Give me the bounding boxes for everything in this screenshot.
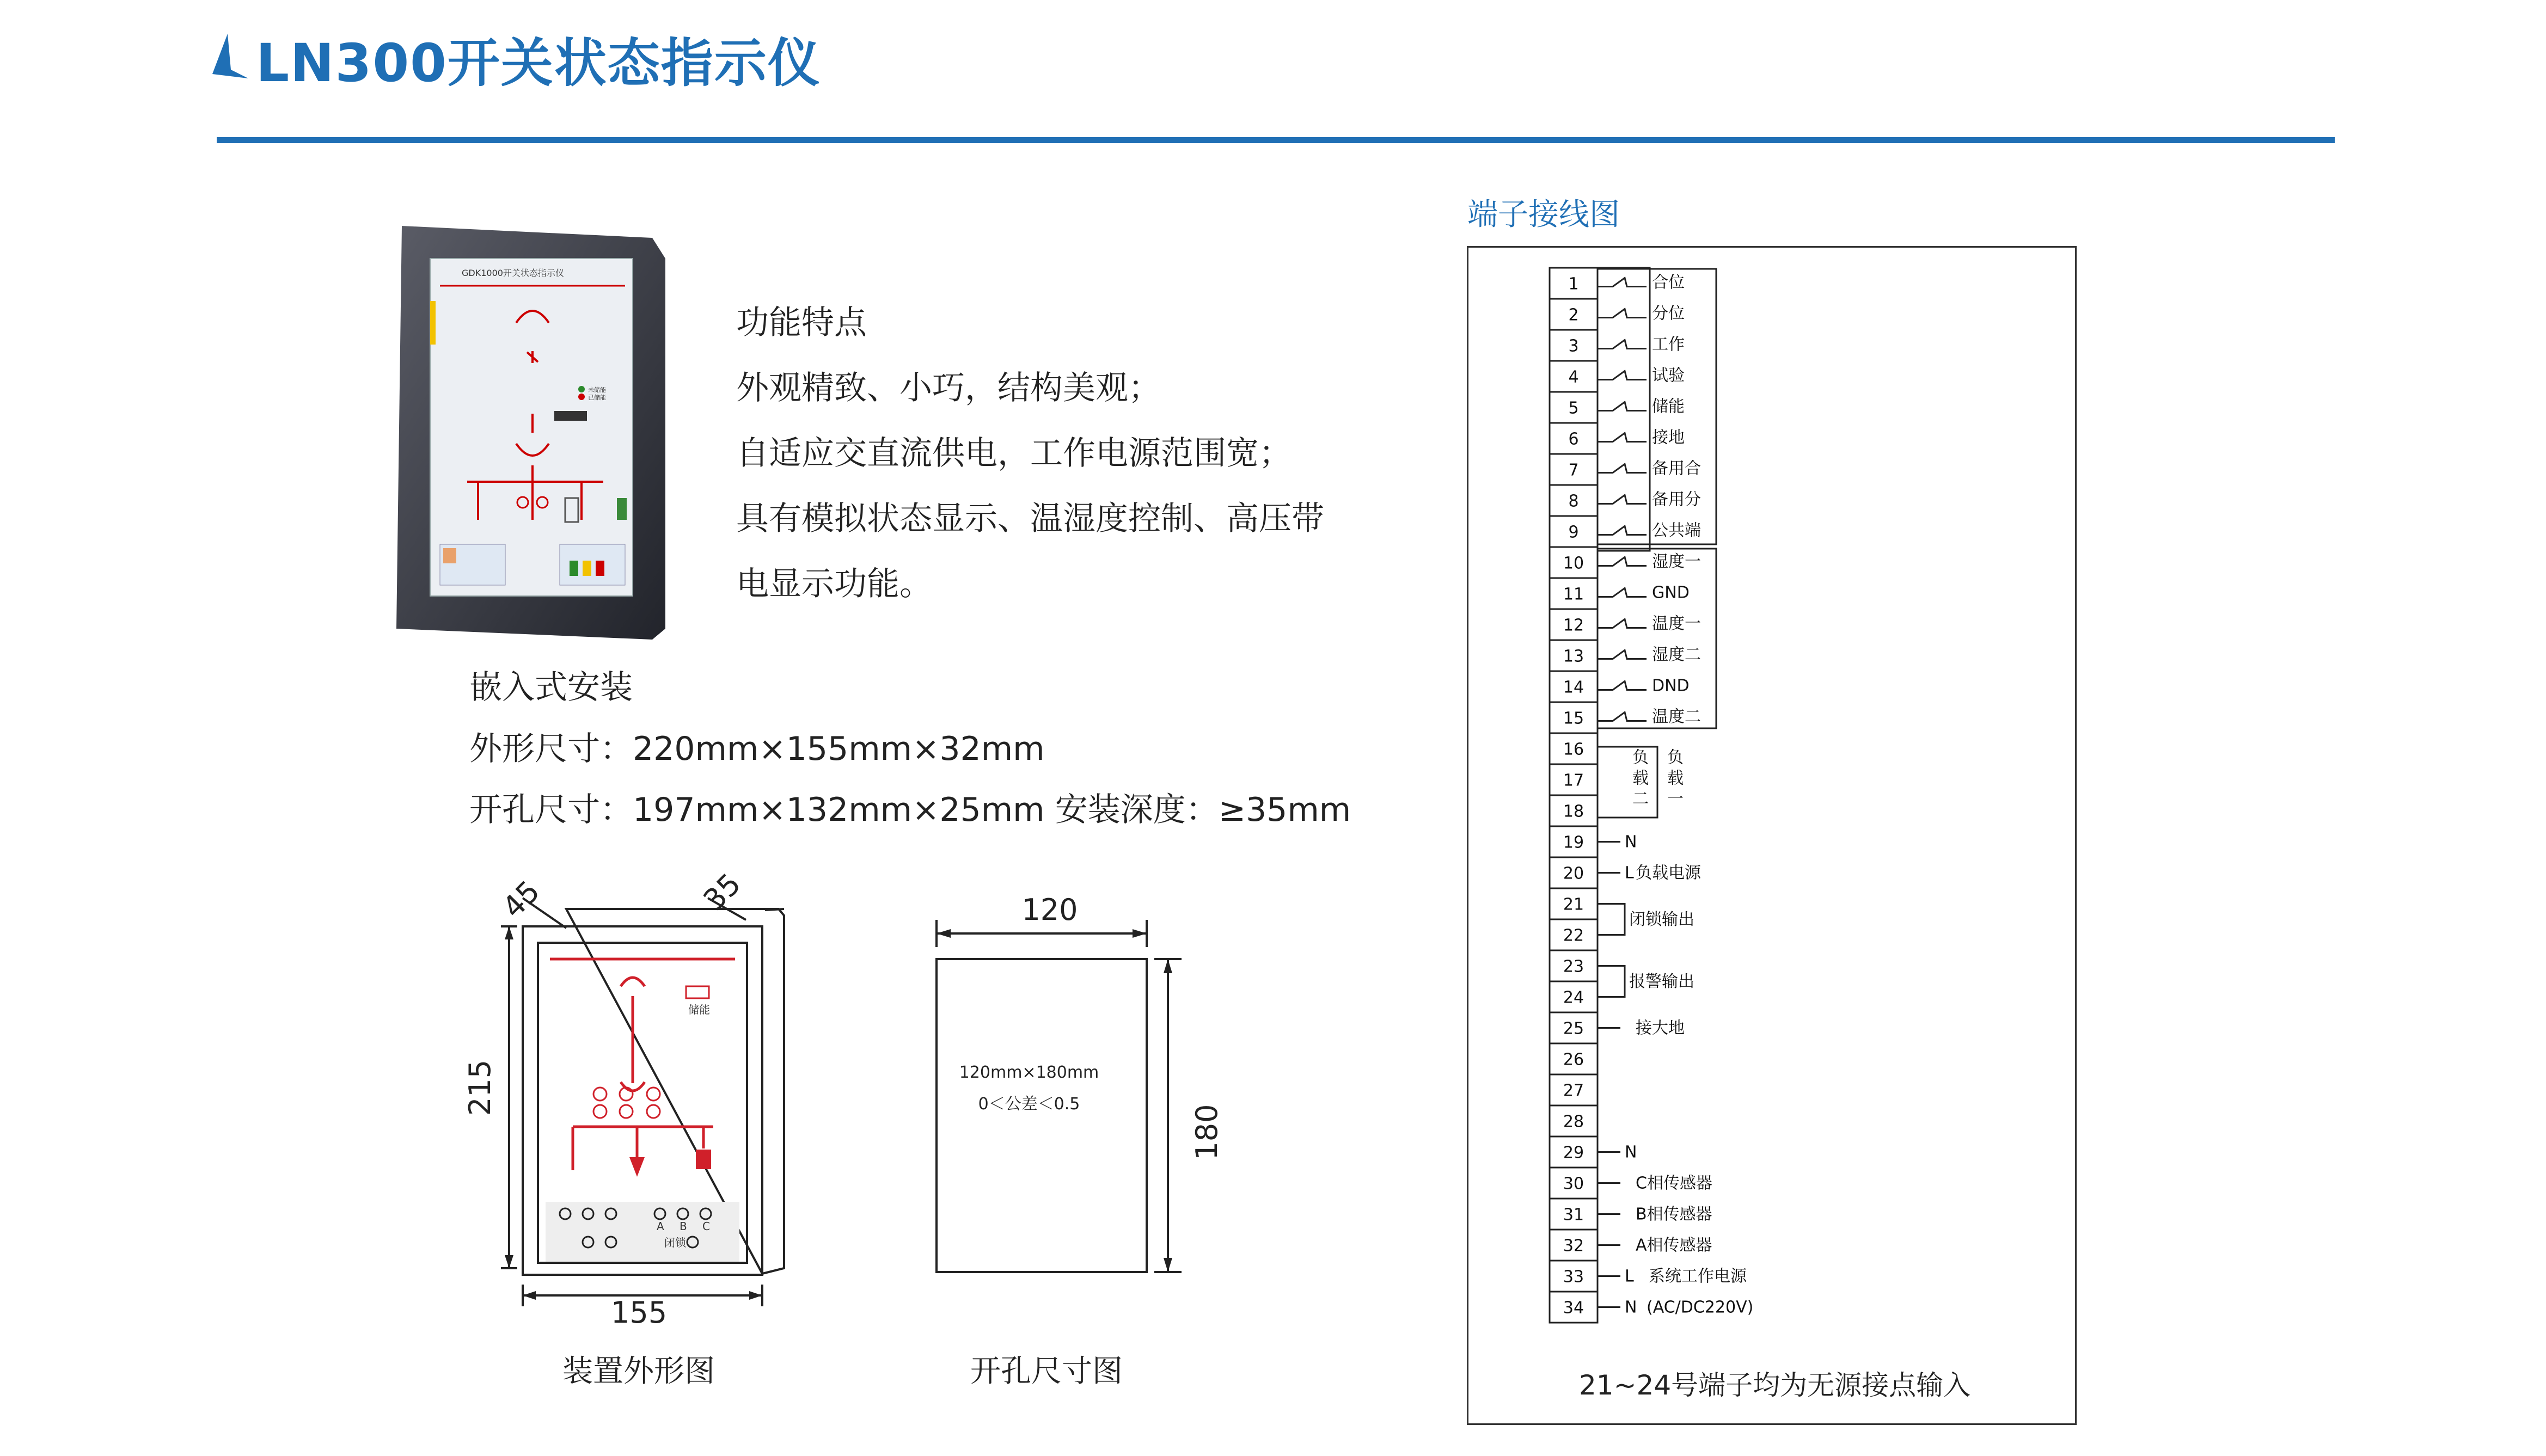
switch-contact-icon [1598, 557, 1647, 566]
photo-panel-title: GDK1000开关状态指示仪 [462, 268, 564, 278]
wiring-note: 21~24号端子均为无源接点输入 [1579, 1369, 1971, 1401]
terminal-number: 7 [1568, 460, 1579, 480]
header-divider [217, 137, 2335, 143]
terminal-label: 备用分 [1652, 490, 1701, 509]
terminal-number: 27 [1563, 1081, 1584, 1101]
terminal-label: 负 [1667, 748, 1684, 767]
terminal-label: 负载电源 [1636, 863, 1701, 883]
spec-cutout-size: 开孔尺寸：197mm×132mm×25mm 安装深度：≥35mm [469, 791, 1351, 829]
terminal-label: 温度一 [1652, 614, 1701, 634]
svg-text:C: C [702, 1220, 710, 1233]
terminal-number: 16 [1563, 740, 1584, 759]
terminal-label: N [1625, 832, 1637, 852]
terminal-bracket [1598, 966, 1625, 997]
terminal-label: DND [1652, 676, 1690, 696]
wiring-title: 端子接线图 [1467, 197, 1620, 232]
terminal-number: 30 [1563, 1174, 1584, 1194]
terminal-label: 公共端 [1652, 521, 1701, 540]
terminal-number: 17 [1563, 771, 1584, 790]
terminal-block [1467, 246, 2077, 1389]
switch-contact-icon [1598, 588, 1647, 597]
switch-contact-icon [1598, 433, 1647, 442]
terminal-number: 1 [1568, 274, 1579, 294]
terminal-label: 载 [1667, 769, 1684, 788]
terminal-number: 9 [1568, 523, 1579, 542]
outline-lock-label: 闭锁 [664, 1236, 686, 1249]
terminal-number: 29 [1563, 1143, 1584, 1163]
cutout-size-text: 120mm×180mm [959, 1063, 1099, 1082]
page-title: LN300开关状态指示仪 [256, 33, 821, 94]
terminal-label: 一 [1667, 789, 1684, 809]
terminal-label: 湿度一 [1652, 552, 1701, 572]
switch-contact-icon [1598, 340, 1647, 349]
terminal-label: 接大地 [1636, 1018, 1685, 1038]
svg-text:已储能: 已储能 [588, 394, 606, 401]
terminal-label: 负 [1632, 748, 1649, 767]
terminal-label: 载 [1632, 769, 1649, 788]
terminal-number: 6 [1568, 429, 1579, 449]
switch-contact-icon [1598, 309, 1647, 318]
terminal-label: N [1625, 1298, 1637, 1317]
switch-contact-icon [1598, 464, 1647, 473]
svg-text:B: B [680, 1220, 687, 1233]
terminal-label: 温度二 [1652, 707, 1701, 727]
terminal-label: 试验 [1652, 366, 1685, 385]
terminal-label: C相传感器 [1636, 1174, 1712, 1193]
switch-contact-icon [1598, 526, 1647, 535]
terminal-number: 8 [1568, 492, 1579, 511]
terminal-number: 21 [1563, 895, 1584, 914]
terminal-number: 22 [1563, 926, 1584, 945]
switch-contact-icon [1598, 278, 1647, 287]
terminal-label: 系统工作电源 [1649, 1267, 1747, 1286]
product-photo [396, 226, 669, 640]
terminal-number: 15 [1563, 709, 1584, 728]
terminal-number: 18 [1563, 802, 1584, 821]
terminal-label: N [1625, 1142, 1637, 1162]
terminal-number: 13 [1563, 647, 1584, 666]
switch-contact-icon [1598, 712, 1647, 721]
cutout-width-dim: 120 [1021, 893, 1078, 927]
switch-contact-icon [1598, 402, 1647, 411]
feature-line: 具有模拟状态显示、温湿度控制、高压带 [736, 500, 1324, 538]
terminal-label: B相传感器 [1636, 1205, 1712, 1224]
terminal-number: 33 [1563, 1267, 1584, 1287]
outline-store-label: 储能 [688, 1003, 710, 1016]
switch-contact-icon [1598, 619, 1647, 628]
terminal-label: 报警输出 [1629, 972, 1694, 991]
terminal-label: 合位 [1652, 273, 1685, 292]
terminal-label: 工作 [1652, 335, 1685, 354]
terminal-number: 12 [1563, 616, 1584, 635]
spec-install: 嵌入式安装 [469, 668, 633, 707]
outline-caption: 装置外形图 [562, 1354, 715, 1389]
outline-depth-dim-45: 45 [495, 874, 547, 925]
terminal-number: 5 [1568, 398, 1579, 418]
brand-logo-icon [207, 32, 250, 81]
cutout-height-dim: 180 [1190, 1104, 1224, 1160]
terminal-number: 2 [1568, 305, 1579, 325]
terminal-number: 10 [1563, 554, 1584, 573]
spec-outer-size: 外形尺寸：220mm×155mm×32mm [469, 730, 1045, 768]
switch-contact-icon [1598, 681, 1647, 690]
outline-width-dim: 155 [611, 1295, 668, 1330]
switch-contact-icon [1598, 650, 1647, 659]
terminal-bracket [1598, 904, 1625, 935]
terminal-label: 湿度二 [1652, 645, 1701, 665]
terminal-label: GND [1652, 583, 1690, 603]
terminal-number: 25 [1563, 1019, 1584, 1039]
terminal-number: 23 [1563, 957, 1584, 976]
svg-text:未储能: 未储能 [588, 386, 606, 394]
terminal-label: 备用合 [1652, 459, 1701, 478]
terminal-label: 分位 [1652, 304, 1685, 323]
terminal-label: 接地 [1652, 428, 1685, 447]
outline-drawing [457, 865, 839, 1344]
terminal-label: A相传感器 [1636, 1236, 1712, 1255]
terminal-number: 26 [1563, 1050, 1584, 1070]
terminal-number: 14 [1563, 678, 1584, 697]
terminal-label: L [1625, 863, 1634, 883]
feature-line: 自适应交直流供电，工作电源范围宽； [736, 434, 1292, 472]
terminal-number: 28 [1563, 1112, 1584, 1132]
switch-contact-icon [1598, 495, 1647, 504]
terminal-label: 二 [1632, 789, 1649, 809]
terminal-label: 储能 [1652, 397, 1685, 416]
cutout-caption: 开孔尺寸图 [970, 1354, 1123, 1389]
feature-line: 电显示功能。 [736, 565, 932, 603]
terminal-number: 34 [1563, 1298, 1584, 1318]
terminal-label: (AC/DC220V) [1647, 1298, 1754, 1317]
switch-contact-icon [1598, 371, 1647, 380]
terminal-number: 24 [1563, 988, 1584, 1007]
terminal-number: 20 [1563, 864, 1584, 883]
terminal-number: 31 [1563, 1205, 1584, 1225]
terminal-label: L [1625, 1267, 1634, 1286]
outline-height-dim: 215 [463, 1059, 497, 1116]
features-heading: 功能特点 [736, 304, 867, 342]
cutout-tolerance-text: 0＜公差＜0.5 [978, 1095, 1080, 1114]
terminal-number: 11 [1563, 585, 1584, 604]
feature-line: 外观精致、小巧，结构美观； [736, 369, 1161, 407]
cutout-drawing [926, 876, 1231, 1290]
terminal-number: 19 [1563, 833, 1584, 852]
outline-depth-dim-35: 35 [696, 867, 748, 918]
svg-text:A: A [657, 1220, 664, 1233]
terminal-number: 3 [1568, 336, 1579, 356]
terminal-number: 32 [1563, 1236, 1584, 1256]
terminal-label: 闭锁输出 [1629, 910, 1694, 929]
terminal-number: 4 [1568, 367, 1579, 387]
